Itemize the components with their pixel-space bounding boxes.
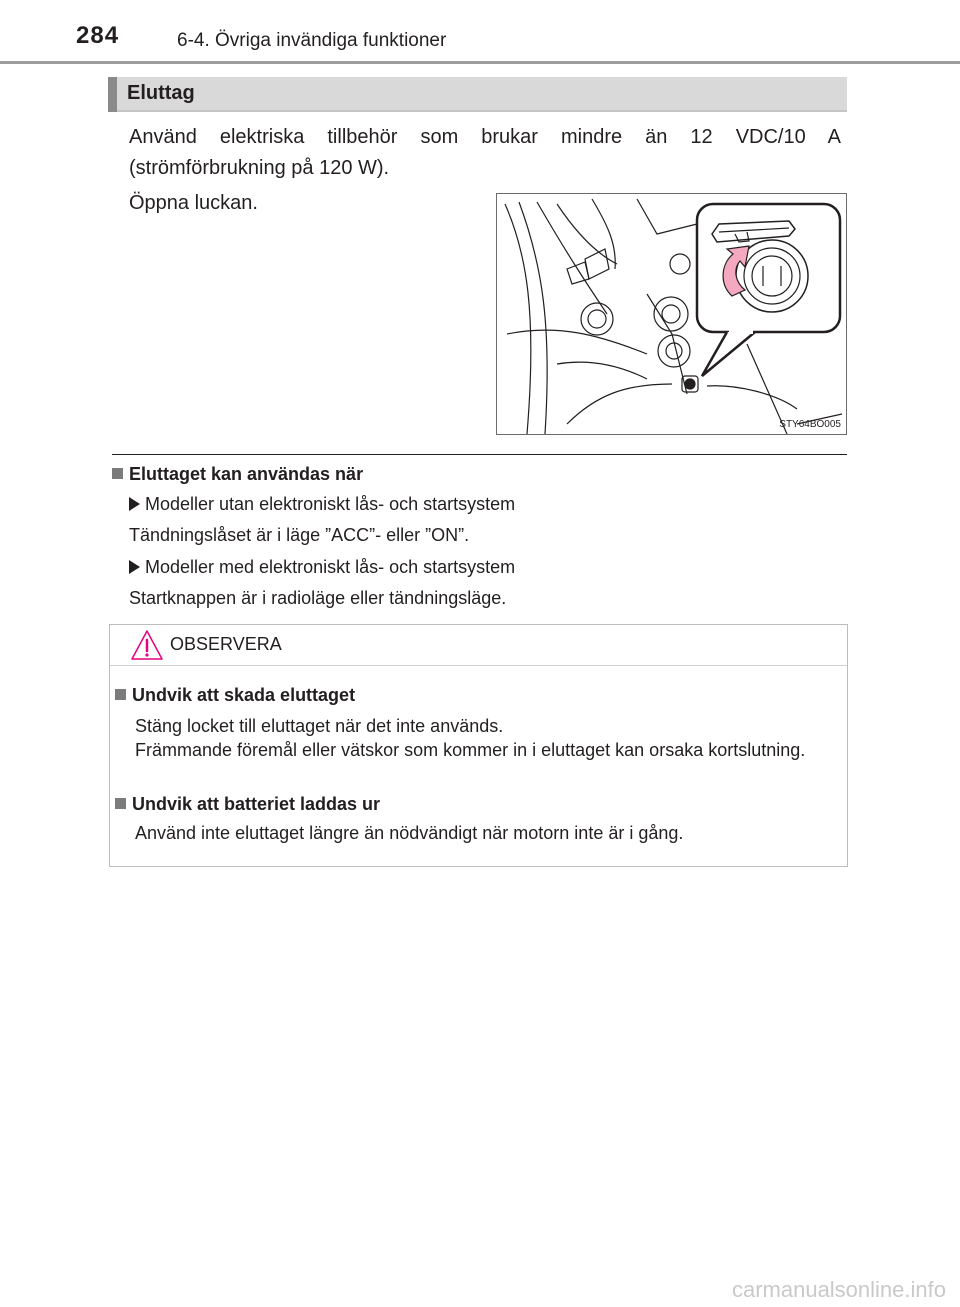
model-condition-2 — [129, 557, 515, 578]
square-bullet-icon — [112, 468, 123, 479]
model-condition-1 — [129, 494, 515, 515]
warning-triangle-icon — [130, 629, 164, 661]
step-text: Öppna luckan. — [129, 192, 258, 214]
section-title: Eluttag — [127, 82, 195, 104]
caution-heading-2 — [115, 794, 380, 815]
usage-heading — [112, 464, 363, 485]
page-number: 284 — [76, 22, 120, 49]
square-bullet-icon — [115, 798, 126, 809]
figure-code: STY64BO005 — [779, 419, 841, 430]
watermark: carmanualsonline.info — [731, 1277, 946, 1302]
section-title-bar — [108, 77, 847, 112]
power-outlet-illustration — [496, 193, 847, 435]
section-divider — [112, 454, 847, 455]
intro-paragraph: Använd elektriska tillbehör som brukar mindre än 12 VDC/10 A (strömförbrukning på 120 W). — [129, 126, 841, 179]
caution-label: OBSERVERA — [170, 634, 282, 654]
caution-header-rule — [110, 665, 847, 666]
caution-heading-1 — [115, 685, 355, 706]
chapter-title: 6-4. Övriga invändiga funktioner — [177, 30, 447, 51]
dashboard-drawing — [497, 194, 847, 435]
caution-text-1: Stäng locket till eluttaget när det inte används. Främmande föremål eller vätskor som kommer in i eluttaget kan orsaka kortslutning. — [135, 716, 806, 760]
model-condition-2-text: Modeller med elektroniskt lås- och startsystem — [145, 557, 516, 577]
usage-heading-text: Eluttaget kan användas när — [129, 464, 364, 484]
caution-heading-2-text: Undvik att batteriet laddas ur — [132, 794, 381, 814]
header-rule — [0, 61, 960, 64]
usage-text-1: Tändningslåset är i läge ”ACC”- eller ”ON”. — [129, 525, 470, 545]
usage-text-2: Startknappen är i radioläge eller tändningsläge. — [129, 588, 507, 608]
triangle-bullet-icon — [129, 497, 140, 511]
caution-heading-1-text: Undvik att skada eluttaget — [132, 685, 356, 705]
triangle-bullet-icon — [129, 560, 140, 574]
caution-text-2: Använd inte eluttaget längre än nödvändigt när motorn inte är i gång. — [135, 823, 684, 843]
section-marker — [108, 77, 117, 112]
caution-box — [109, 624, 848, 867]
model-condition-1-text: Modeller utan elektroniskt lås- och startsystem — [145, 494, 516, 514]
square-bullet-icon — [115, 689, 126, 700]
